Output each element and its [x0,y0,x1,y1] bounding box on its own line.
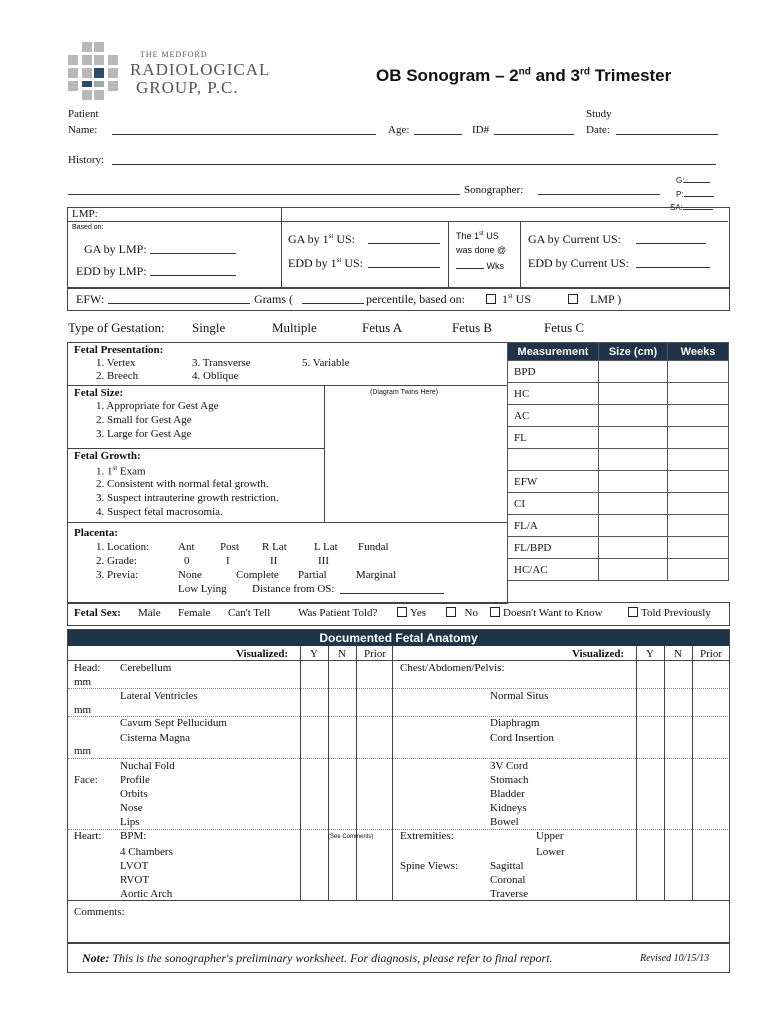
previa-marginal[interactable]: Marginal [356,569,397,581]
edd-lmp-field[interactable] [150,275,236,276]
distance-os-field[interactable] [340,593,444,594]
placenta-location-label: 1. Location: [96,541,150,553]
size-cell[interactable] [599,537,668,559]
measurement-table [507,342,729,581]
gestation-single[interactable]: Single [192,320,226,335]
size-cell[interactable] [599,559,668,581]
anat-bpm: BPM: [120,830,147,842]
presentation-transverse[interactable]: 3. Transverse [192,357,251,369]
anat-nuchal-fold: Nuchal Fold [120,760,175,772]
page-title: OB Sonogram – 2nd and 3rd Trimester [376,66,672,85]
lmp-checkbox[interactable]: LMP ) [568,292,621,307]
ga-1st-us-label: GA by 1st US: [288,232,356,246]
edd-current-us-label: EDD by Current US: [528,256,629,270]
size-title: Fetal Size: [74,387,124,399]
placenta-previa-label: 3. Previa: [96,569,139,581]
weeks-cell[interactable] [668,537,729,559]
anat-lower: Lower [536,846,565,858]
previa-partial[interactable]: Partial [298,569,327,581]
anat-sagittal: Sagittal [490,860,524,872]
size-cell[interactable] [599,383,668,405]
gestation-label: Type of Gestation: [68,320,165,335]
age-label: Age: [388,124,410,136]
grade-2[interactable]: II [270,555,278,567]
ga-lmp-label: GA by LMP: [84,242,147,256]
weeks-cell[interactable] [668,471,729,493]
percentile-label: percentile, based on: [366,292,465,306]
anat-orbits: Orbits [120,788,148,800]
anat-cord-insertion: Cord Insertion [490,732,554,744]
logo-grid-icon [68,42,130,100]
anat-lvot: LVOT [120,860,149,872]
meas-ac: AC [508,405,599,427]
loc-post[interactable]: Post [220,541,239,553]
anat-cerebellum: Cerebellum [120,662,172,674]
revised-date: Revised 10/15/13 [640,953,710,964]
weeks-cell[interactable] [668,449,729,471]
anat-lips: Lips [120,816,140,828]
cat-spine: Spine Views: [400,860,459,872]
meas-fl: FL [508,427,599,449]
us-done-line1: The 1st US [456,231,499,241]
cat-chest-abdomen: Chest/Abdomen/Pelvis: [400,662,505,674]
sex-male[interactable]: Male [138,607,161,619]
meas-ci: CI [508,493,599,515]
previa-complete[interactable]: Complete [236,569,279,581]
efw-field[interactable] [108,303,250,304]
weeks-cell[interactable] [668,383,729,405]
weeks-header: Weeks [668,343,729,361]
table-row [508,361,729,383]
gestation-fetus-a[interactable]: Fetus A [362,320,403,335]
size-cell[interactable] [599,405,668,427]
footer-note: Note: This is the sonographer's preliminary worksheet. For diagnosis, please refer to final report. [82,951,553,965]
size-small[interactable]: 2. Small for Gest Age [96,414,192,426]
cat-face: Face: [74,774,98,786]
anat-bladder: Bladder [490,788,525,800]
gestation-multiple[interactable]: Multiple [272,320,317,335]
presentation-variable[interactable]: 5. Variable [302,357,350,369]
anat-lateral-ventricles: Lateral Ventricles [120,690,198,702]
anat-kidneys: Kidneys [490,802,527,814]
told-yes-checkbox[interactable]: Yes [397,607,426,619]
edd-current-us-field[interactable] [636,267,710,268]
loc-llat[interactable]: L Lat [314,541,338,553]
name-field[interactable] [112,134,376,135]
size-appropriate[interactable]: 1. Appropriate for Gest Age [96,400,219,412]
patient-told-label: Was Patient Told? [298,607,378,619]
ga-1st-us-field[interactable] [368,243,440,244]
first-us-checkbox[interactable]: 1st US [486,292,531,307]
anat-coronal: Coronal [490,874,526,886]
sonographer-field[interactable] [538,194,660,195]
anat-profile: Profile [120,774,150,786]
us-done-line3: Wks [456,260,504,271]
anat-bowel: Bowel [490,816,519,828]
weeks-cell[interactable] [668,559,729,581]
edd-1st-us-field[interactable] [368,267,440,268]
meas-fla: FL/A [508,515,599,537]
anat-upper: Upper [536,830,564,842]
logo-line1: THE MEDFORD [140,50,208,59]
grade-3[interactable]: III [318,555,329,567]
fetal-sex-label: Fetal Sex: [74,607,121,619]
table-row [508,383,729,405]
weeks-cell[interactable] [668,493,729,515]
weeks-cell[interactable] [668,515,729,537]
history-field[interactable] [112,164,716,165]
anat-nose: Nose [120,802,143,814]
ga-current-us-label: GA by Current US: [528,232,621,246]
told-no-checkbox[interactable]: No [446,607,478,619]
p-label: P: [676,190,714,199]
cat-head: Head: [74,662,101,674]
n-right: N [674,648,682,660]
cat-heart: Heart: [74,830,102,842]
growth-first-exam[interactable]: 1. 1st Exam [96,464,146,478]
meas-efw: EFW [508,471,599,493]
comments-label: Comments: [74,906,125,918]
comments-field[interactable] [130,904,722,936]
edd-1st-us-label: EDD by 1st US: [288,256,364,270]
meas-blank[interactable] [508,449,599,471]
percentile-field[interactable] [302,303,364,304]
told-previously-checkbox[interactable]: Told Previously [628,607,711,619]
logo [68,42,271,102]
size-cell[interactable] [599,471,668,493]
us-done-line2: was done @ [456,245,507,255]
size-header: Size (cm) [599,343,668,361]
history-label: History: [68,154,105,166]
weeks-cell[interactable] [668,427,729,449]
loc-fundal[interactable]: Fundal [358,541,389,553]
meas-bpd: BPD [508,361,599,383]
table-row [508,537,729,559]
unit-mm: mm [74,745,92,757]
weeks-cell[interactable] [668,361,729,383]
date-field[interactable] [616,134,718,135]
y-right: Y [646,648,654,660]
anat-cisterna: Cisterna Magna [120,732,190,744]
n-left: N [338,648,346,660]
placenta-grade-label: 2. Grade: [96,555,137,567]
presentation-breech[interactable]: 2. Breech [96,370,139,382]
loc-rlat[interactable]: R Lat [262,541,287,553]
id-field[interactable] [494,134,574,135]
table-row [508,449,729,471]
anatomy-title: Documented Fetal Anatomy [68,630,729,646]
sa-label: SA: [670,203,713,212]
growth-title: Fetal Growth: [74,450,141,462]
gestation-fetus-b[interactable]: Fetus B [452,320,493,335]
gestation-fetus-c[interactable]: Fetus C [544,320,585,335]
table-row [508,515,729,537]
visualized-right: Visualized: [572,648,625,660]
sex-female[interactable]: Female [178,607,211,619]
dont-want-checkbox[interactable]: Doesn't Want to Know [490,607,603,619]
prior-right: Prior [700,648,722,660]
anat-normal-situs: Normal Situs [490,690,549,702]
grams-label: Grams ( [254,292,293,306]
logo-line3: GROUP, P.C. [136,78,239,97]
anat-stomach: Stomach [490,774,529,786]
table-row [508,493,729,515]
lmp-label: LMP: [72,208,98,220]
diagram-note: (Diagram Twins Here) [370,389,438,396]
see-comments: (See Comments) [328,834,374,840]
anat-diaphragm: Diaphragm [490,717,540,729]
history-field-2[interactable] [68,194,460,195]
anat-rvot: RVOT [120,874,150,886]
cat-extremities: Extremities: [400,830,454,842]
meas-hc: HC [508,383,599,405]
size-cell[interactable] [599,515,668,537]
weeks-cell[interactable] [668,405,729,427]
unit-mm: mm [74,676,92,688]
age-field[interactable] [414,134,462,135]
growth-macrosomia[interactable]: 4. Suspect fetal macrosomia. [96,506,223,518]
size-cell[interactable] [599,361,668,383]
table-row [508,427,729,449]
edd-lmp-label: EDD by LMP: [76,264,147,278]
efw-label: EFW: [76,292,105,306]
dating-box [67,207,730,289]
logo-line2: RADIOLOGICAL [130,60,271,79]
g-label: G: [676,176,710,185]
meas-flbpd: FL/BPD [508,537,599,559]
table-row [508,559,729,581]
y-left: Y [310,648,318,660]
sex-cant-tell[interactable]: Can't Tell [228,607,271,619]
presentation-vertex[interactable]: 1. Vertex [96,357,136,369]
loc-ant[interactable]: Ant [178,541,195,553]
prior-left: Prior [364,648,386,660]
id-label: ID# [472,124,490,136]
table-row [508,471,729,493]
size-large[interactable]: 3. Large for Gest Age [96,428,192,440]
anat-4-chambers: 4 Chambers [120,846,173,858]
sonographer-label: Sonographer: [464,184,524,196]
ga-current-us-field[interactable] [636,243,706,244]
placenta-title: Placenta: [74,527,118,539]
previa-none[interactable]: None [178,569,202,581]
anat-cavum: Cavum Sept Pellucidum [120,717,227,729]
size-cell[interactable] [599,449,668,471]
based-on-label: Based on: [72,224,104,231]
size-cell[interactable] [599,493,668,515]
presentation-oblique[interactable]: 4. Oblique [192,370,239,382]
date-label: Date: [586,124,610,136]
grade-0[interactable]: 0 [184,555,190,567]
size-cell[interactable] [599,427,668,449]
measurement-header: Measurement [508,343,599,361]
meas-hcac: HC/AC [508,559,599,581]
study-label: Study [586,108,612,120]
patient-label: Patient [68,108,99,120]
unit-mm: mm [74,704,92,716]
ga-lmp-field[interactable] [150,253,236,254]
anat-aortic-arch: Aortic Arch [120,888,173,900]
table-row [508,405,729,427]
distance-os-label: Distance from OS: [252,583,335,595]
visualized-left: Visualized: [236,648,289,660]
name-label: Name: [68,124,98,136]
anat-traverse: Traverse [490,888,529,900]
growth-iugr[interactable]: 3. Suspect intrauterine growth restriction. [96,492,279,504]
anat-3v-cord: 3V Cord [490,760,528,772]
presentation-title: Fetal Presentation: [74,344,164,356]
grade-1[interactable]: I [226,555,230,567]
growth-consistent[interactable]: 2. Consistent with normal fetal growth. [96,478,269,490]
previa-low-lying[interactable]: Low Lying [178,583,227,595]
